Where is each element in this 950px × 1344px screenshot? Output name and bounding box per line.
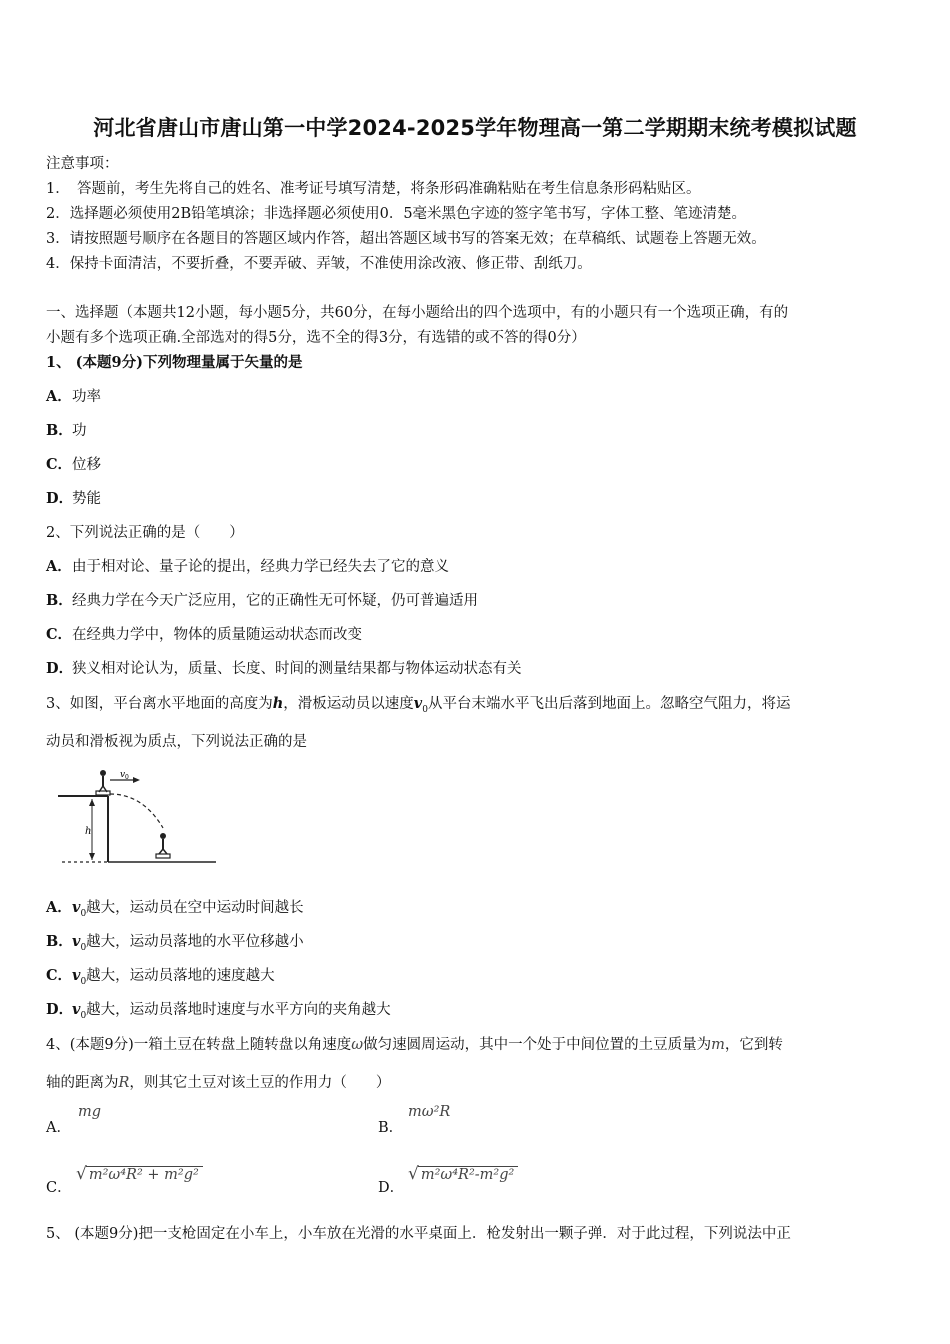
option-text: 越大，运动员落地的水平位移越小 [86,934,304,950]
option-label: C． [46,967,73,984]
q1-stem: 1、 (本题9分)下列物理量属于矢量的是 [46,354,303,371]
q4-stem-part: 轴的距离为 [46,1075,119,1091]
skateboard-bottom [156,854,170,858]
velocity-label: v [120,770,126,780]
option-var: v [72,933,81,950]
q4-option-c-radicand: m²ω⁴R² + m²g² [86,1166,203,1183]
sqrt-icon: √ [408,1164,419,1184]
q4-stem-line1 [46,1033,783,1054]
q4-option-c-label: C． [46,1180,72,1196]
q4-stem-line2 [46,1071,390,1092]
section-intro-line2: 小题有多个选项正确.全部选对的得5分，选不全的得3分，有选错的或不答的得0分） [46,330,586,346]
q3-velocity-sub: 0 [422,704,428,715]
q2-option-a [46,555,449,576]
height-arrow-head-top [89,799,95,806]
option-var: v [72,1001,81,1018]
option-var-sub: 0 [80,1010,87,1021]
option-text: 由于相对论、量子论的提出，经典力学已经失去了它的意义 [72,559,449,575]
option-label: D． [46,490,74,507]
option-label: D． [46,660,74,677]
skater-head-top [100,770,106,776]
q4-mass: m [711,1037,725,1053]
q4-option-a-math: mg [78,1104,102,1120]
q4-stem-part: 4、(本题9分)一箱土豆在转盘上随转盘以角速度 [46,1037,352,1053]
skater-head-bottom [160,833,166,839]
q4-option-b-math: mω²R [408,1104,451,1120]
q3-option-c [46,964,275,987]
trajectory-path [110,794,163,828]
platform-diagram [58,766,218,866]
option-label: A． [46,899,72,916]
q3-stem-part: 从平台末端水平飞出后落到地面上。忽略空气阻力，将运 [427,696,791,712]
skateboard-top [96,791,110,795]
q1-option-a [46,385,101,406]
option-label: C． [46,626,73,643]
option-label: B． [46,422,73,439]
notice-item: 3．请按照题号顺序在各题目的答题区域内作答，超出答题区域书写的答案无效；在草稿纸、试题卷上答题无效。 [46,231,766,247]
q3-velocity-var: v [413,695,423,712]
q4-stem-part: 做匀速圆周运动，其中一个处于中间位置的土豆质量为 [363,1037,712,1053]
option-text: 位移 [72,457,101,473]
notice-item: 2．选择题必须使用2B铅笔填涂；非选择题必须使用0．5毫米黑色字迹的签字笔书写，字体工整、笔迹清楚。 [46,206,747,222]
notice-item: 4．保持卡面清洁，不要折叠，不要弄破、弄皱，不准使用涂改液、修正带、刮纸刀。 [46,256,592,272]
option-label: B． [46,933,73,950]
option-label: C． [46,456,73,473]
q2-stem: 2、下列说法正确的是（ ） [46,525,244,541]
option-text: 功 [72,423,87,439]
q3-stem-part: 3、如图，平台离水平地面的高度为 [46,696,273,712]
q4-option-d-radicand: m²ω⁴R²-m²g² [418,1166,519,1183]
q4-option-d-math [408,1164,518,1184]
q2-option-b [46,589,478,610]
option-text: 越大，运动员落地时速度与水平方向的夹角越大 [86,1002,391,1018]
sqrt-icon: √ [76,1164,87,1184]
q4-option-b-label: B． [378,1120,404,1136]
option-label: B． [46,592,73,609]
q4-option-a-label: A． [46,1120,71,1136]
height-label: h [85,826,92,837]
option-var: v [72,967,81,984]
option-text: 势能 [72,491,101,507]
q2-option-d [46,657,522,678]
option-text: 在经典力学中，物体的质量随运动状态而改变 [72,627,362,643]
q4-option-d-label: D． [378,1180,405,1196]
q4-stem-part: ，它到转 [724,1037,783,1053]
option-text: 越大，运动员在空中运动时间越长 [86,900,304,916]
q4-omega: ω [351,1037,364,1053]
q3-height-var: h [272,695,284,712]
q1-option-d [46,487,101,508]
velocity-label-sub: 0 [125,774,129,781]
q4-stem-part: ，则其它土豆对该土豆的作用力（ ） [129,1075,391,1091]
q5-stem: 5、 (本题9分)把一支枪固定在小车上，小车放在光滑的水平桌面上．枪发射出一颗子弹．对于此过程，下列说法中正 [46,1226,791,1242]
notice-heading: 注意事项： [46,156,119,172]
option-var-sub: 0 [80,942,87,953]
q4-radius: R [118,1075,130,1091]
q1-option-b [46,419,87,440]
q3-option-b [46,930,304,953]
option-label: A． [46,558,72,575]
page-title: 河北省唐山市唐山第一中学2024-2025学年物理高一第二学期期末统考模拟试题 [93,116,857,140]
option-text: 经典力学在今天广泛应用，它的正确性无可怀疑，仍可普遍适用 [72,593,478,609]
q2-option-c [46,623,362,644]
option-var: v [72,899,81,916]
q1-option-c [46,453,101,474]
option-var-sub: 0 [80,908,87,919]
q3-stem-part: ，滑板运动员以速度 [283,696,414,712]
q3-stem-line2: 动员和滑板视为质点，下列说法正确的是 [46,734,307,750]
velocity-arrow-head [133,777,140,783]
option-var-sub: 0 [80,976,87,987]
option-text: 功率 [72,389,101,405]
option-label: D． [46,1001,74,1018]
q3-stem-line1 [46,692,790,715]
q3-option-a [46,896,304,919]
notice-item: 1． 答题前，考生先将自己的姓名、准考证号填写清楚，将条形码准确粘贴在考生信息条形码粘贴区。 [46,181,701,197]
section-intro-line1: 一、选择题（本题共12小题，每小题5分，共60分，在每小题给出的四个选项中，有的小题只有一个选项正确，有的 [46,305,789,321]
option-text: 狭义相对论认为，质量、长度、时间的测量结果都与物体运动状态有关 [72,661,522,677]
q4-option-c-math [76,1164,203,1184]
option-text: 越大，运动员落地的速度越大 [86,968,275,984]
height-arrow-head-bottom [89,853,95,860]
q3-option-d [46,998,391,1021]
option-label: A． [46,388,72,405]
